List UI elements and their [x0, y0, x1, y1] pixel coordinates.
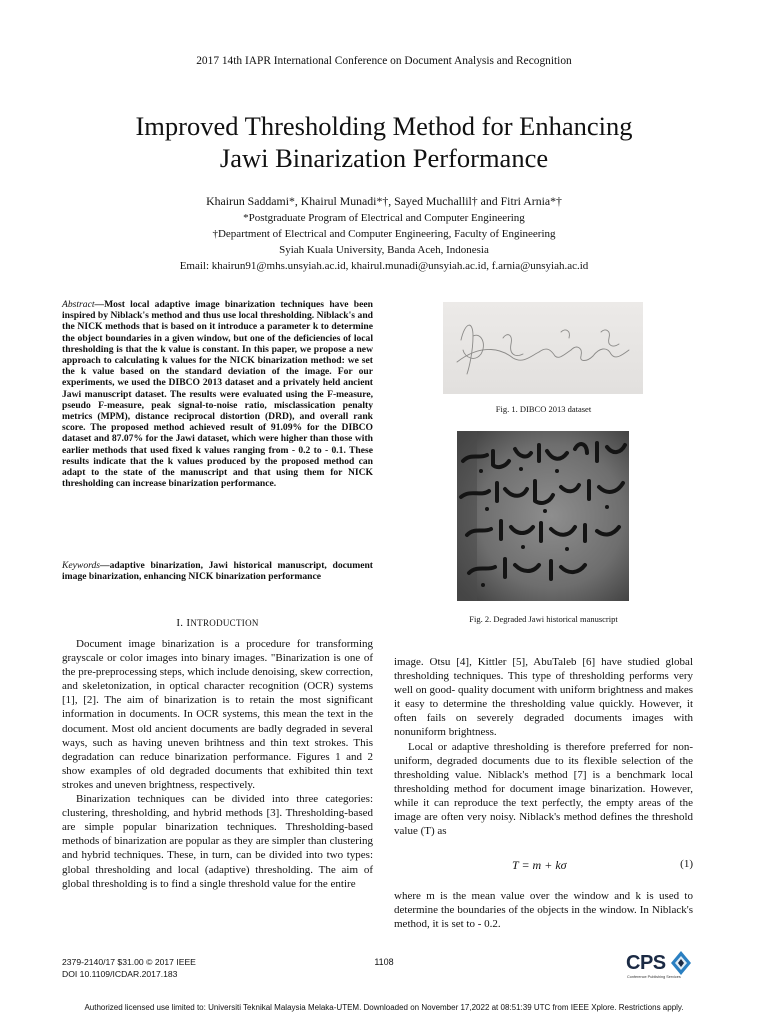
abstract-lead: Abstract [62, 299, 95, 310]
abstract [62, 299, 373, 489]
paragraph: Binarization techniques can be divided into three categories: clustering, thresholding, and hybrid methods [3]. Thresholding-based are simple popular binarization techniques. Thresholding-based methods of binarization are popular as they are simpler than clustering and hybrid techniques. These, in turn, can be divided into two types: global thresholding and local (adaptive) thresholding. The aim of global thresholding is to find a single threshold value for the entire [62, 793, 373, 890]
cps-logo-text: CPS [626, 952, 666, 974]
paragraph: Document image binarization is a procedure for transforming grayscale or color images into binary images. "Binarization is one of the pre-preprocessing steps, which include denoising, skew correction, and skeletonization, in optical character recognition (OCR) systems [1], [2]. The aim of binarization is to retain the most significant information in documents. In OCR systems, this mean the text in the document. Most old ancient documents are badly degraded in several ways, such as having uneven brihtness and thin text strokes. This degradation can reduce binarization performance. Figures 1 and 2 show examples of old degraded documents that exhibited thin text strokes and uneven brightness, respectively. [62, 638, 373, 791]
figure-2-caption: Fig. 2. Degraded Jawi historical manuscript [469, 614, 618, 624]
intro-left-column [62, 637, 373, 891]
issn-line: 2379-2140/17 $31.00 © 2017 IEEE [62, 957, 196, 967]
keywords-lead: Keywords [62, 560, 101, 571]
intro-right-column-continued [394, 889, 693, 931]
equation-text: T = m + kσ [512, 858, 567, 872]
affiliation-2: †Department of Electrical and Computer Engineering, Faculty of Engineering [212, 228, 556, 240]
title-line-2: Jawi Binarization Performance [219, 143, 549, 173]
abstract-text: —Most local adaptive image binarization techniques have been inspired by Niblack's method and thus use local thresholding. Niblack's and the NICK methods that is based on it introduce a parameter k to determine the object boundaries in a given window, but one of the deficiencies of local thresholding is that the k value is constant. In this paper, we propose a new approach to calculating k values for the NICK binarization method: we set the k value based on the standard deviation of the image. For our experiments, we used the DIBCO 2013 dataset and a privately held ancient Jawi manuscript dataset. The results were evaluated using the F-measure, pseudo F-measure, peak signal-to-noise ratio, misclassication penalty metrics (MPM), distance reciprocal distortion (DRD), and overall rank score. The proposed method achieved result of 91.09% for the DIBCO dataset and 87.07% for the Jawi dataset, which were higher than those with earlier methods that used fixed k values ranging from - 0.2 to - 0.1. These results indicate that the k values produced by the proposed method can adapt to the state of the manuscript and that using them for NICK thresholding can increase binarization performance. [62, 299, 373, 490]
section-title-rest: NTRODUCTION [190, 618, 259, 628]
author-list: Khairun Saddami*, Khairul Munadi*†, Sayed Muchallil† and Fitri Arnia*† [206, 194, 562, 208]
affiliation-3: Syiah Kuala University, Banda Aceh, Indonesia [279, 244, 489, 256]
paragraph: image. Otsu [4], Kittler [5], AbuTaleb [6] have studied global thresholding techniques. This type of thresholding performs very well on good- quality document with uniform brightness and makes it easy to determine the thresholding value quickly. However, it often fails on severely degraded documents images with nonuniform brightness. [394, 656, 693, 739]
affiliation-1: *Postgraduate Program of Electrical and Computer Engineering [243, 212, 525, 224]
paragraph: Local or adaptive thresholding is therefore preferred for non-uniform, degraded documents due to its flexible selection of the thresholding value. Niblack's method [7] is a benchmark local thresholding method for document image binarization. However, while it can reproduce the text perfectly, the empty areas of the image are often very noisy. Niblack's method defines the threshold value (T) as [394, 740, 693, 838]
figure-1-caption: Fig. 1. DIBCO 2013 dataset [495, 404, 592, 414]
figure-2-image [457, 431, 629, 601]
cps-logo [626, 946, 692, 986]
equation-number: (1) [680, 858, 693, 870]
keywords [62, 560, 373, 582]
title-line-1: Improved Thresholding Method for Enhancing [135, 111, 633, 141]
page-number: 1108 [374, 957, 394, 967]
intro-right-column [394, 655, 693, 838]
cps-logo-tagline: Conference Publishing Services [627, 975, 681, 979]
section-title-first: I [186, 617, 191, 629]
paragraph: where m is the mean value over the window and k is used to determine the boundaries of the objects in the window. In Niblack's method, it is set to - 0.2. [394, 890, 693, 931]
keywords-text: —adaptive binarization, Jawi historical manuscript, document image binarization, enhancing NICK binarization performance [62, 560, 373, 583]
author-emails: Email: khairun91@mhs.unsyiah.ac.id, khairul.munadi@unsyiah.ac.id, f.arnia@unsyiah.ac.id [179, 260, 589, 272]
cps-diamond-icon [670, 950, 692, 976]
doi-line: DOI 10.1109/ICDAR.2017.183 [62, 969, 178, 979]
figure-1-image [443, 302, 643, 394]
conference-header: 2017 14th IAPR International Conference on Document Analysis and Recognition [196, 55, 572, 67]
paper-title [60, 110, 708, 174]
section-heading [62, 617, 373, 629]
license-footer: Authorized licensed use limited to: Universiti Teknikal Malaysia Melaka-UTEM. Downloaded on November 17,2022 at 08:51:39 UTC from IEEE Xplore. Restrictions apply. [84, 1003, 684, 1012]
section-number: I. [176, 617, 184, 629]
